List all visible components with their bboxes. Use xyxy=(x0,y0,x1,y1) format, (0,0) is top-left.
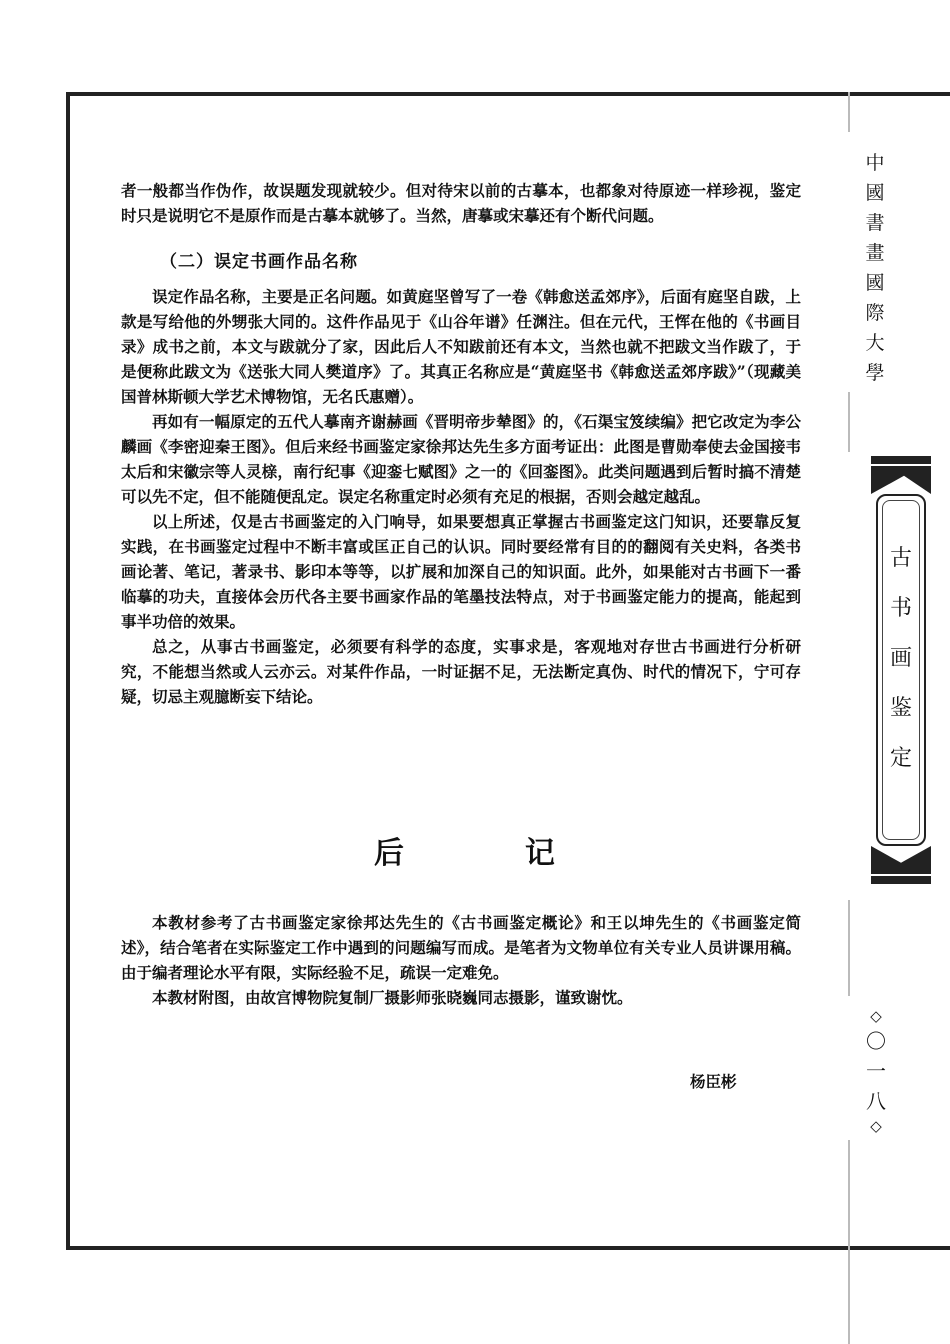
page-number-char: 一 xyxy=(866,1059,886,1083)
postscript-title-left: 后 xyxy=(374,836,404,871)
university-char: 中 xyxy=(865,152,885,174)
author-name: 杨臣彬 xyxy=(690,1072,737,1091)
diamond-icon: ◇ xyxy=(870,1117,882,1135)
main-text-block xyxy=(121,178,801,228)
university-char: 國 xyxy=(865,182,885,204)
paragraph-example: 再如有一幅原定的五代人摹南齐谢赫画《晋明帝步辇图》的，《石渠宝笈续编》把它改定为李公麟画《李密迎秦王图》。但后来经书画鉴定家徐邦达先生多方面考证出：此图是曹勋奉使去金国接韦太后和宋徽宗等人灵榇，南行纪事《迎銮七赋图》之一的《回銮图》。此类问题遇到后暂时搞不清楚可以先不定，但不能随便乱定。误定名称重定时必须有充足的根据，否则会越定越乱。 xyxy=(121,412,801,506)
book-title xyxy=(876,534,926,784)
main-text-block-2 xyxy=(121,284,801,709)
paragraph-summary: 以上所述，仅是古书画鉴定的入门响导，如果要想真正掌握古书画鉴定这门知识，还要靠反复实践，在书画鉴定过程中不断丰富或匡正自己的认识。同时要经常有目的的翻阅有关史料，各类书画论著、笔记，著录书、影印本等等，以扩展和加深自己的知识面。此外，如果能对古书画下一番临摹的功夫，直接体会历代各主要书画家作品的笔墨技法特点，对于书画鉴定能力的提高，能起到事半功倍的效果。 xyxy=(121,512,801,631)
university-char: 畫 xyxy=(865,242,885,264)
diamond-icon: ◇ xyxy=(870,1007,882,1025)
university-char: 書 xyxy=(865,212,885,234)
ornament-bar-top xyxy=(871,456,931,464)
page-number-char: 〇 xyxy=(866,1029,886,1053)
ornament-bar-bottom xyxy=(871,876,931,884)
sidebar-divider-lower xyxy=(848,900,850,996)
university-char: 大 xyxy=(865,332,885,354)
paragraph-conclusion: 总之，从事古书画鉴定，必须要有科学的态度，实事求是，客观地对存世古书画进行分析研究，不能想当然或人云亦云。对某件作品，一时证据不足，无法断定真伪、时代的情况下，宁可存疑，切忌主观臆断妄下结论。 xyxy=(121,637,801,706)
sidebar-divider-top xyxy=(848,92,850,132)
sidebar-divider-bottom xyxy=(848,1140,850,1344)
paragraph-misnamed-works: 误定作品名称，主要是正名问题。如黄庭坚曾写了一卷《韩愈送孟郊序》，后面有庭坚自跋，上款是写给他的外甥张大同的。这件作品见于《山谷年谱》任渊注。但在元代，王恽在他的《书画目录》成书之前，本文与跋就分了家，因此后人不知跋前还有本文，当然也就不把跋文当作跋了，于是便称此跋文为《送张大同人樊道序》了。其真正名称应是“黄庭坚书《韩愈送孟郊序跋》”（现藏美国普林斯顿大学艺术博物馆，无名氏惠赠）。 xyxy=(121,287,801,406)
book-title-char: 画 xyxy=(889,646,912,671)
university-char: 國 xyxy=(865,272,885,294)
section-heading: （二）误定书画作品名称 xyxy=(160,252,358,272)
postscript-text-block xyxy=(121,910,801,1010)
university-name xyxy=(860,148,890,388)
postscript-acknowledgement: 本教材附图，由故宫博物院复制厂摄影师张晓巍同志摄影，谨致谢忱。 xyxy=(152,988,633,1007)
page-number xyxy=(858,1006,894,1136)
postscript-title-right: 记 xyxy=(524,836,555,871)
postscript-paragraph: 本教材参考了古书画鉴定家徐邦达先生的《古书画鉴定概论》和王以坤先生的《书画鉴定简述》，结合笔者在实际鉴定工作中遇到的问题编写而成。是笔者为文物单位有关专业人员讲课用稿。由于编者理论水平有限，实际经验不足，疏误一定难免。 xyxy=(121,913,801,982)
university-char: 際 xyxy=(865,302,885,324)
book-title-char: 定 xyxy=(889,746,912,771)
university-char: 學 xyxy=(865,362,885,384)
book-title-char: 古 xyxy=(889,546,912,571)
postscript-title xyxy=(374,828,555,872)
book-title-char: 鉴 xyxy=(889,696,912,721)
sidebar-divider-mid xyxy=(848,392,850,452)
book-title-char: 书 xyxy=(889,596,912,621)
paragraph-continuation: 者一般都当作伪作，故误题发现就较少。但对待宋以前的古摹本，也都象对待原迹一样珍视，鉴定时只是说明它不是原作而是古摹本就够了。当然，唐摹或宋摹还有个断代问题。 xyxy=(121,181,801,225)
page-number-char: 八 xyxy=(866,1089,886,1113)
